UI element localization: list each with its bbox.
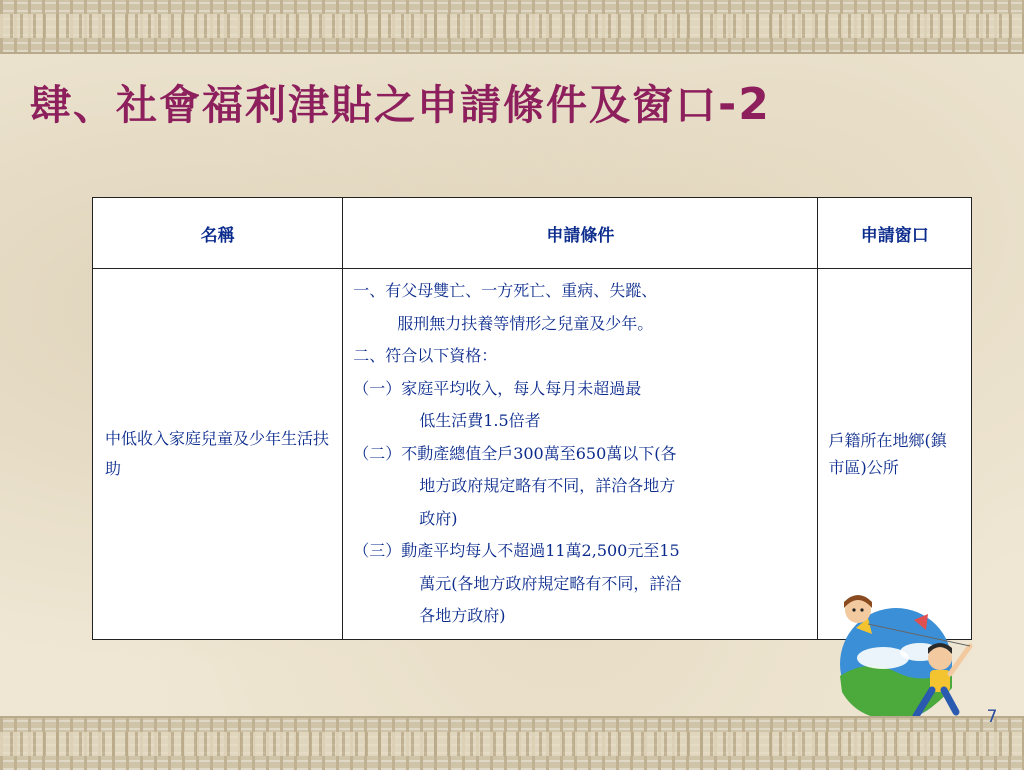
bottom-decorative-border	[0, 716, 1024, 770]
children-kite-illustration-icon	[828, 588, 988, 728]
condition-line: （一）家庭平均收入，每人每月未超過最	[353, 378, 642, 398]
cell-benefit-name: 中低收入家庭兒童及少年生活扶助	[93, 269, 343, 640]
condition-line: 服刑無力扶養等情形之兒童及少年。	[397, 313, 654, 333]
condition-line: 各地方政府)	[419, 606, 506, 625]
slide-title-suffix: -2	[718, 79, 771, 130]
condition-line: （三）動產平均每人不超過11萬2,500元至15	[353, 541, 680, 560]
slide-title-text: 肆、社會福利津貼之申請條件及窗口	[30, 81, 718, 129]
condition-line: 萬元(各地方政府規定略有不同，詳洽	[419, 573, 682, 593]
condition-line: 低生活費1.5倍者	[419, 411, 541, 430]
condition-line: （二）不動產總值全戶300萬至650萬以下(各	[353, 443, 677, 463]
conditions-table	[92, 197, 972, 640]
condition-line: 一、有父母雙亡、一方死亡、重病、失蹤、	[353, 281, 658, 300]
condition-line: 二、符合以下資格：	[353, 346, 498, 365]
top-decorative-border	[0, 0, 1024, 54]
condition-line: 地方政府規定略有不同，詳洽各地方	[419, 476, 676, 495]
table-header-row	[93, 198, 972, 269]
cell-conditions	[343, 269, 818, 640]
page-number: 7	[986, 707, 998, 727]
header-window: 申請窗口	[818, 198, 972, 269]
condition-line: 政府)	[419, 508, 458, 528]
header-name: 名稱	[93, 198, 343, 269]
cell-application-window: 戶籍所在地鄉(鎮市區)公所	[818, 269, 972, 640]
table-row	[93, 269, 972, 640]
header-conditions: 申請條件	[343, 198, 818, 269]
slide-title	[30, 70, 1010, 140]
